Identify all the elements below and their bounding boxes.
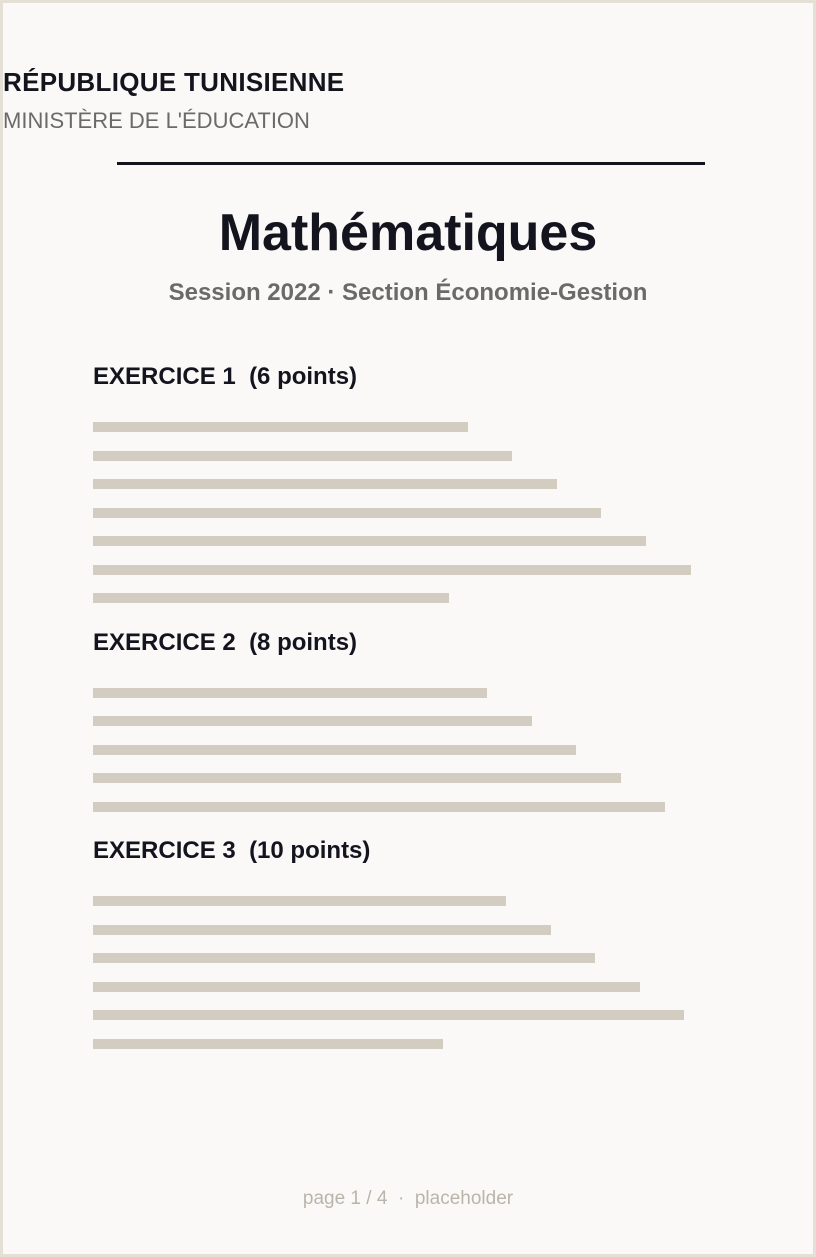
exercise-3-text-line xyxy=(93,896,506,906)
ministry-heading: MINISTÈRE DE L'ÉDUCATION xyxy=(3,108,310,133)
exercise-1-text-line xyxy=(93,479,557,489)
page-title: Mathématiques xyxy=(218,204,598,262)
exercise-2-text-line xyxy=(93,716,532,726)
exercise-1-text-line xyxy=(93,451,512,461)
exercise-3-label: EXERCICE 3 xyxy=(93,837,236,864)
exercise-2-text-line xyxy=(93,688,487,698)
footer-separator: · xyxy=(397,1188,405,1209)
exercise-1-text-line xyxy=(93,593,449,603)
exercise-1-points: (6 points) xyxy=(249,363,358,390)
exercise-3-text-line xyxy=(93,953,595,963)
exercise-2-text-line xyxy=(93,745,576,755)
exercise-2-label: EXERCICE 2 xyxy=(93,629,236,656)
exercise-2-text-line xyxy=(93,773,621,783)
exercise-3-heading xyxy=(93,837,370,865)
exercise-3-text-line xyxy=(93,1010,684,1020)
republic-heading: RÉPUBLIQUE TUNISIENNE xyxy=(3,67,345,97)
exercise-2-points: (8 points) xyxy=(249,629,358,656)
exercise-1-text-line xyxy=(93,536,646,546)
exercise-2-heading xyxy=(93,629,357,657)
exercise-1-label: EXERCICE 1 xyxy=(93,363,236,390)
exercise-3-points: (10 points) xyxy=(249,837,371,864)
exercise-3-text-line xyxy=(93,925,551,935)
page-number: page 1 / 4 xyxy=(302,1188,388,1209)
exercise-1-text-line xyxy=(93,565,691,575)
exercise-1-heading xyxy=(93,363,357,391)
exercise-3-text-line xyxy=(93,1039,443,1049)
page-footer xyxy=(3,1188,813,1210)
exercise-1-text-line xyxy=(93,422,468,432)
header-divider xyxy=(117,162,705,165)
page-subtitle: Session 2022 · Section Économie-Gestion xyxy=(168,279,648,306)
exercise-1-text-line xyxy=(93,508,601,518)
exercise-2-text-line xyxy=(93,802,665,812)
exercise-3-text-line xyxy=(93,982,640,992)
footer-note: placeholder xyxy=(414,1188,514,1209)
